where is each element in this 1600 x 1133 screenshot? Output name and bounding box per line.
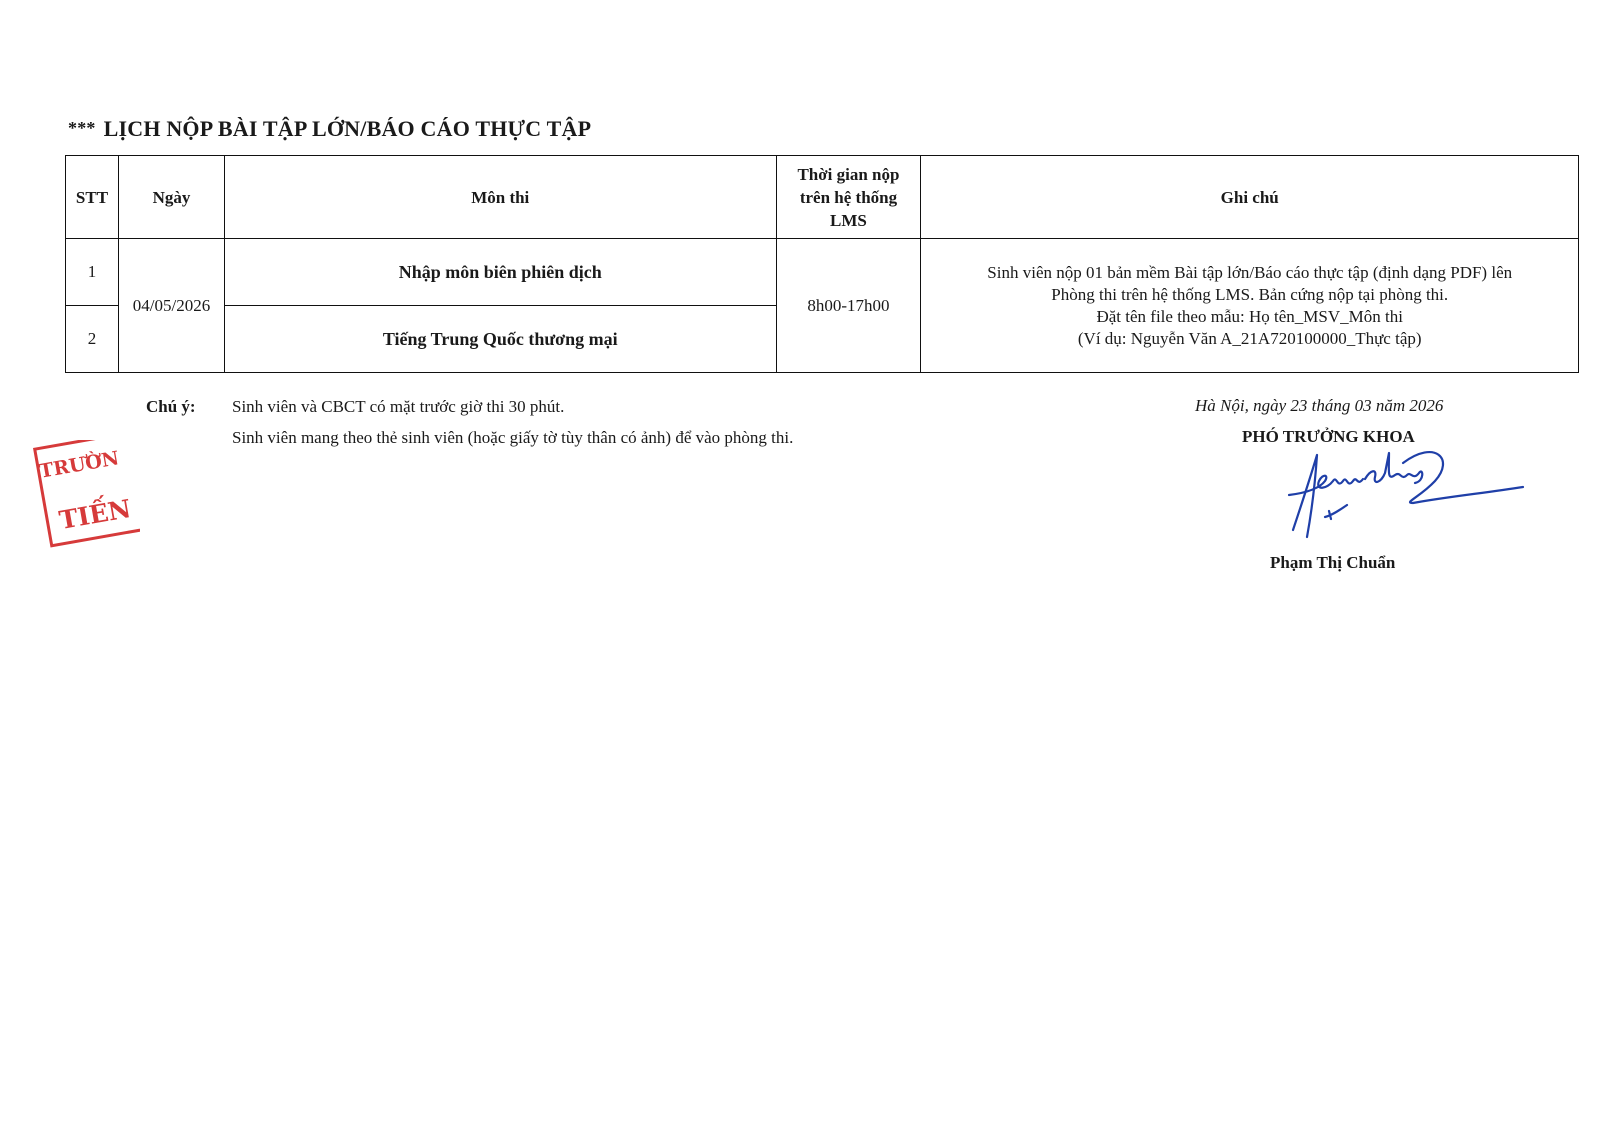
row-subject: Nhập môn biên phiên dịch: [224, 239, 776, 306]
table-row: [66, 239, 1579, 306]
header-submission-time: [776, 156, 921, 239]
title-stars: ***: [68, 118, 96, 138]
official-stamp: [25, 440, 140, 565]
note-line-3: Đặt tên file theo mẫu: Họ tên_MSV_Môn thi: [1096, 306, 1403, 326]
notes-label: Chú ý:: [146, 397, 196, 416]
note-line-1: Sinh viên nộp 01 bản mềm Bài tập lớn/Báo cáo thực tập (định dạng PDF) lên: [987, 262, 1513, 282]
header-time-line-2: trên hệ thống: [799, 187, 898, 207]
page-title: [68, 116, 591, 142]
table-header-row: [66, 156, 1579, 239]
header-subject: Môn thi: [224, 156, 776, 239]
header-note: Ghi chú: [921, 156, 1579, 239]
header-stt: STT: [66, 156, 119, 239]
note-line-4: (Ví dụ: Nguyễn Văn A_21A720100000_Thực tập): [1077, 328, 1422, 348]
notes-line-1: Sinh viên và CBCT có mặt trước giờ thi 30 phút.: [232, 397, 565, 416]
submission-schedule-table: [65, 155, 1579, 373]
header-date: Ngày: [118, 156, 224, 239]
header-time-line-3: LMS: [830, 210, 867, 230]
place-date: Hà Nội, ngày 23 tháng 03 năm 2026: [1195, 396, 1444, 415]
header-time-line-1: Thời gian nộp: [797, 164, 900, 184]
row-stt: 2: [66, 306, 119, 373]
handwritten-signature: [1285, 445, 1525, 560]
row-date: 04/05/2026: [118, 239, 224, 373]
stamp-text-1: TRƯỜN: [37, 447, 121, 483]
row-submission-time: 8h00-17h00: [776, 239, 921, 373]
row-subject: Tiếng Trung Quốc thương mại: [224, 306, 776, 373]
row-note: [921, 239, 1579, 373]
stamp-text-2: TIẾN: [57, 493, 134, 536]
title-text: LỊCH NỘP BÀI TẬP LỚN/BÁO CÁO THỰC TẬP: [103, 116, 592, 141]
signer-name: Phạm Thị Chuẩn: [1270, 553, 1396, 572]
notes-line-2: Sinh viên mang theo thẻ sinh viên (hoặc giấy tờ tùy thân có ảnh) để vào phòng thi.: [232, 428, 794, 447]
signer-position: PHÓ TRƯỞNG KHOA: [1242, 427, 1415, 446]
note-line-2: Phòng thi trên hệ thống LMS. Bản cứng nộp tại phòng thi.: [1051, 284, 1449, 304]
row-stt: 1: [66, 239, 119, 306]
